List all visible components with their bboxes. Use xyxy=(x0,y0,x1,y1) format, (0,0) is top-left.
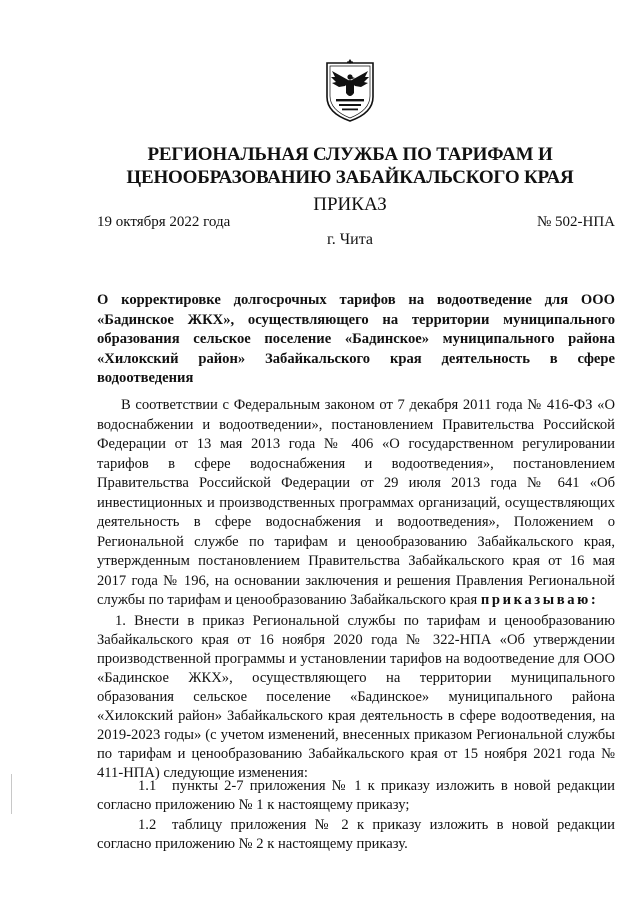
document-type: ПРИКАЗ xyxy=(313,194,387,215)
agency-title-line1: РЕГИОНАЛЬНАЯ СЛУЖБА ПО ТАРИФАМ И xyxy=(147,144,553,165)
order-item-1: 1. Внести в приказ Региональной службы по тарифам и ценообразованию Забайкальского края от 16 ноября 2020 года № 322-НПА «Об утверждении производственной программы и установлении тарифов на водоотведение для ООО «Бадинское ЖКХ», осуществляющего на территории муниципального образования сельское поселение «Бадинское» муниципального района «Хилокский район» Забайкальского края деятельность в сфере водоотведения, на 2019-2023 годы» (с учетом изменений, внесенных приказом Региональной службы по тарифам и ценообразованию Забайкальского края от 15 ноября 2021 года № 411-НПА) следующие изменения: xyxy=(97,613,615,781)
subitem-number: 1.2 xyxy=(138,817,157,833)
preamble-paragraph xyxy=(97,396,615,611)
document-city: г. Чита xyxy=(326,231,373,248)
document-date: 19 октября 2022 года xyxy=(97,214,231,230)
preamble-text: В соответствии с Федеральным законом от 7 декабря 2011 года № 416-ФЗ «О водоснабжении и водоотведении», постановлением Правительства Российской Федерации от 13 мая 2013 года № 406 «О государственном регулировании тарифов в сфере водоснабжения и водоотведения», постановлением Правительства Российской Федерации от 29 июля 2013 года № 641 «Об инвестиционных и производственных программах организаций, осуществляющих деятельность в сфере водоснабжения и водоотведения», Положением о Региональной службе по тарифам и ценообразованию Забайкальского края, утвержденным постановлением Правительства Забайкальского края от 16 мая 2017 года № 196, на основании заключения и решения Правления Региональной службы по тарифам и ценообразованию Забайкальского края xyxy=(97,397,615,608)
preamble-emphasis: приказываю: xyxy=(480,592,599,608)
agency-title xyxy=(60,143,640,189)
agency-title-line2: ЦЕНООБРАЗОВАНИЮ ЗАБАЙКАЛЬСКОГО КРАЯ xyxy=(126,167,574,188)
order-subitem-1-2 xyxy=(97,816,615,854)
document-subject: О корректировке долгосрочных тарифов на водоотведение для ООО «Бадинское ЖКХ», осуществляющего на территории муниципального образования сельское поселение «Бадинское» муниципального района «Хилокский район» Забайкальского края деятельность в сфере водоотведения xyxy=(97,292,615,386)
subitem-number: 1.1 xyxy=(138,778,157,794)
subitem-text: пункты 2-7 приложения № 1 к приказу изложить в новой редакции согласно приложению № 1 к настоящему приказу; xyxy=(97,778,615,813)
coat-of-arms-icon xyxy=(323,57,377,123)
subitem-text: таблицу приложения № 2 к приказу изложить в новой редакции согласно приложению № 2 к настоящему приказу. xyxy=(97,817,615,852)
document-number: № 502-НПА xyxy=(536,214,615,230)
scan-margin-mark xyxy=(11,774,12,814)
order-subitem-1-1 xyxy=(97,777,615,815)
